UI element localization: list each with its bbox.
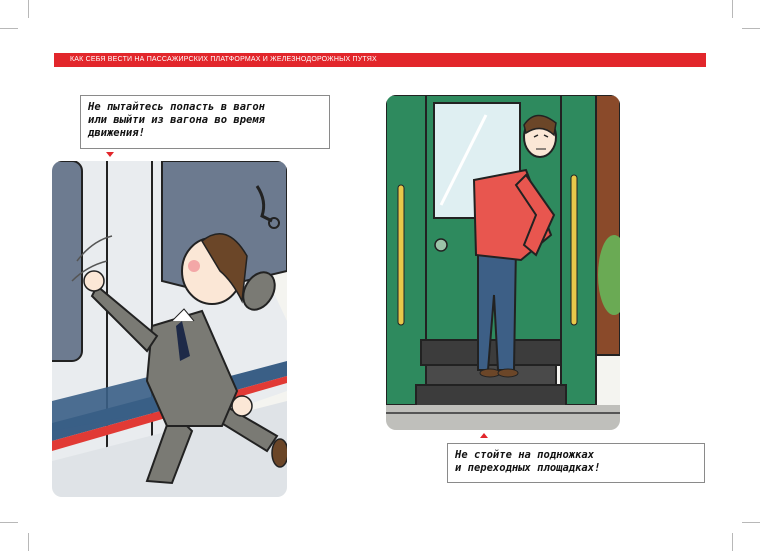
left-caption-line-3: движения! [88,127,145,139]
banner-title: КАК СЕБЯ ВЕСТИ НА ПАССАЖИРСКИХ ПЛАТФОРМАХ И ЖЕЛЕЗНОДОРОЖНЫХ ПУТЯХ [70,56,377,63]
standing-man-illustration [386,95,620,430]
left-caption-box [80,95,330,149]
right-caption-pointer [480,433,488,438]
header-banner [54,53,706,67]
left-caption-line-1: Не пытайтесь попасть в вагон [88,101,266,113]
left-caption-pointer [106,152,114,157]
crop-mark-tl-h [0,28,18,29]
right-caption-line-1: Не стойте на подножках [455,449,595,461]
right-caption-box [447,443,705,483]
right-illustration-panel [386,95,620,430]
right-caption-line-2: и переходных площадках! [455,462,601,474]
left-illustration-panel [52,161,287,497]
running-man-illustration [52,161,287,497]
crop-mark-tl-v [28,0,29,18]
crop-mark-bl-v [28,533,29,551]
crop-mark-br-h [742,522,760,523]
crop-mark-bl-h [0,522,18,523]
crop-mark-br-v [732,533,733,551]
crop-mark-tr-v [732,0,733,18]
left-caption-line-2: или выйти из вагона во время [88,114,266,126]
crop-mark-tr-h [742,28,760,29]
